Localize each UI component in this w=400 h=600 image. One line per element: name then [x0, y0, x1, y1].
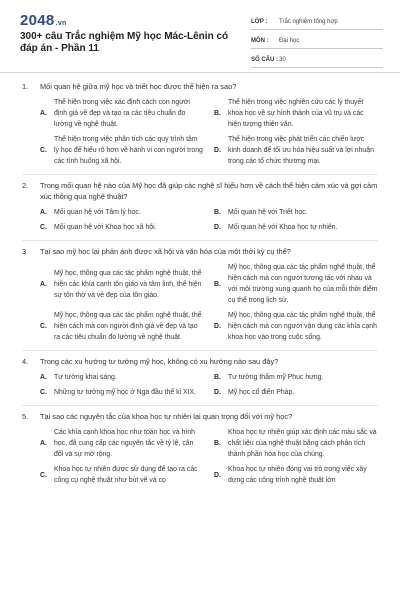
document-meta	[251, 14, 383, 71]
question-number: 3.	[22, 247, 29, 256]
option-letter: B.	[214, 374, 221, 381]
answer-option[interactable]	[214, 370, 378, 385]
logo-suffix: .vn	[55, 20, 67, 27]
answer-option[interactable]	[40, 220, 204, 235]
meta-label: LỚP :	[251, 18, 268, 25]
option-letter: C.	[40, 224, 47, 231]
option-letter: D.	[214, 147, 221, 154]
option-text: Mỹ học, thông qua các tác phẩm nghệ thuật, thể hiện cách mà con người định giá về đẹp và tạo ra các tiêu chuẩn đo lường về nghệ thuật.	[54, 312, 202, 341]
answer-option[interactable]	[40, 132, 204, 169]
option-letter: A.	[40, 280, 47, 288]
question-item	[0, 351, 400, 406]
question-text	[22, 175, 378, 205]
question-body: Tại sao các nguyên tắc của khoa học tự nhiên lại quan trọng đối với mỹ học?	[40, 412, 293, 421]
option-letter: C.	[40, 323, 47, 330]
option-letter: B.	[214, 440, 221, 447]
option-text: Mối quan hệ với Khoa học tự nhiên.	[228, 224, 338, 231]
question-body: Tại sao mỹ học lại phản ánh được xã hội và văn hóa của một thời kỳ cụ thể?	[40, 247, 291, 256]
meta-value: Đại học	[279, 37, 300, 44]
option-text: Các khía cạnh khoa học như toán học và hình học, đã cung cấp các nguyên tắc về tỷ lệ, cân đối và sự mở rộng.	[54, 429, 195, 458]
option-text: Thể hiện trong việc phân tích các quy trình tâm lý học để hiểu rõ hơn về hành vi con người trong các tình huống xã hội.	[54, 136, 203, 165]
meta-value: Trắc nghiệm tổng hợp	[279, 18, 338, 25]
question-number: 5.	[22, 412, 29, 421]
option-letter: C.	[40, 147, 47, 154]
meta-label: SỐ CÂU :	[251, 56, 278, 63]
question-item	[0, 76, 400, 175]
answer-option[interactable]	[214, 260, 378, 308]
option-text: Mỹ học, thông qua các tác phẩm nghệ thuật, thể hiện các khía cạnh tôn giáo và tâm linh, thể hiện sự tôn thờ và vẻ đẹp của tôn giáo.	[54, 269, 202, 299]
option-letter: A.	[40, 110, 47, 117]
option-letter: B.	[214, 280, 221, 288]
answer-option[interactable]	[214, 205, 378, 220]
answer-options	[22, 425, 378, 488]
page-title: 300+ câu Trắc nghiệm Mỹ học Mác-Lênin có đáp án - Phần 11	[20, 31, 229, 54]
option-text: Khoa học tự nhiên đóng vai trò trong việc xây dựng các công trình nghệ thuật lớn	[228, 466, 367, 484]
answer-options	[22, 370, 378, 400]
meta-row-subject	[251, 33, 383, 49]
option-letter: D.	[214, 224, 221, 231]
meta-row-class	[251, 14, 383, 30]
answer-options	[22, 260, 378, 345]
question-number: 1.	[22, 82, 29, 91]
meta-value: 30	[279, 56, 286, 63]
option-text: Khoa học tự nhiên giúp xác định các màu sắc và chất liệu của nghệ thuật bằng cách phân tích thành phần hóa học của chúng.	[228, 429, 377, 458]
option-letter: D.	[214, 389, 221, 396]
question-list	[0, 76, 400, 488]
header-divider	[0, 72, 400, 73]
option-text: Khoa học tự nhiên được sử dụng để tạo ra các công cụ nghệ thuật như bút vẽ và cọ	[54, 466, 198, 484]
question-number: 2.	[22, 181, 29, 190]
option-letter: A.	[40, 209, 47, 216]
answer-option[interactable]	[214, 95, 378, 132]
meta-row-count	[251, 52, 383, 68]
option-text: Thể hiện trong việc phát triển các chiến lược kinh doanh để tối ưu hóa hiệu suất và lợi nhuận trong các tổ chức thương mại.	[228, 136, 374, 165]
option-letter: A.	[40, 374, 47, 381]
answer-option[interactable]	[214, 132, 378, 169]
answer-option[interactable]	[40, 462, 204, 488]
option-text: Mỹ học cổ điển Pháp.	[228, 389, 295, 396]
page-header	[0, 0, 400, 68]
question-text	[22, 351, 378, 370]
question-item	[0, 406, 400, 488]
option-text: Những tư tưởng mỹ học ở Nga đầu thế kỉ XIX.	[54, 389, 196, 396]
answer-option[interactable]	[40, 205, 204, 220]
answer-options	[22, 95, 378, 169]
option-text: Mỹ học, thông qua các tác phẩm nghệ thuật, thể hiện cách mà con người tương tác với nhau và với môi trường xung quanh họ của mỗi thời điểm cụ thể trong lịch sử.	[228, 264, 378, 304]
answer-option[interactable]	[214, 220, 378, 235]
question-body: Mối quan hệ giữa mỹ học và triết học được thể hiện ra sao?	[40, 82, 237, 91]
question-text	[22, 406, 378, 425]
answer-option[interactable]	[214, 308, 378, 345]
option-text: Thể hiện trong việc nghiên cứu các lý thuyết khoa học về sự hình thành của vũ trụ và các hiện tượng thiên văn.	[228, 99, 364, 128]
answer-option[interactable]	[40, 308, 204, 345]
answer-option[interactable]	[40, 370, 204, 385]
option-text: Mối quan hệ với Tâm lý học.	[54, 209, 141, 216]
option-text: Thể hiện trong việc xác định cách con người định giá về đẹp và tạo ra các tiêu chuẩn đo lường về nghệ thuật.	[54, 99, 190, 128]
option-letter: C.	[40, 471, 47, 479]
option-letter: A.	[40, 440, 47, 447]
option-text: Mối quan hệ với Khoa học xã hội.	[54, 224, 157, 231]
answer-option[interactable]	[40, 260, 204, 308]
answer-option[interactable]	[214, 385, 378, 400]
option-letter: C.	[40, 389, 47, 396]
option-letter: B.	[214, 209, 221, 216]
answer-option[interactable]	[40, 95, 204, 132]
option-letter: D.	[214, 323, 221, 330]
answer-option[interactable]	[214, 425, 378, 462]
question-text	[22, 241, 378, 260]
meta-label: MÔN :	[251, 37, 269, 44]
question-item	[0, 241, 400, 351]
option-text: Tư tưởng khai sáng.	[54, 374, 117, 381]
question-body: Trong mối quan hệ nào của Mỹ học đã giúp các nghệ sĩ hiểu hơn về cách thể hiện cảm xúc và gợi cảm xúc thông qua nghệ thuật?	[40, 181, 378, 201]
question-body: Trong các xu hướng tư tưởng mỹ học, không có xu hướng nào sau đây?	[40, 357, 279, 366]
answer-options	[22, 205, 378, 235]
option-text: Mối quan hệ với Triết học.	[228, 209, 308, 216]
answer-option[interactable]	[214, 462, 378, 488]
question-text	[22, 76, 378, 95]
site-logo[interactable]	[20, 12, 67, 29]
option-text: Tư tưởng thẩm mỹ Phục hưng.	[228, 374, 324, 381]
answer-option[interactable]	[40, 385, 204, 400]
option-text: Mỹ học, thông qua các tác phẩm nghệ thuật, thể hiện cách mà con người vận dụng các khía cạnh khoa học vào trong cuộc sống.	[228, 312, 377, 341]
logo-text: 2048	[20, 12, 55, 29]
question-item	[0, 175, 400, 241]
answer-option[interactable]	[40, 425, 204, 462]
option-letter: D.	[214, 471, 221, 479]
question-number: 4.	[22, 357, 29, 366]
option-letter: B.	[214, 110, 221, 117]
